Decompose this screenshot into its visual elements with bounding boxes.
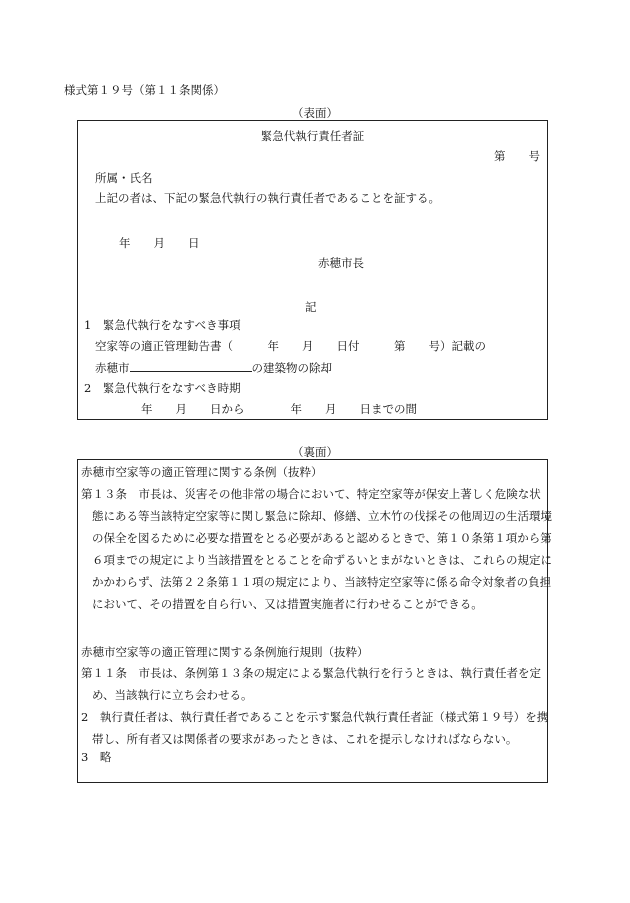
- item2-heading: 2 緊急代執行をなすべき時期: [84, 381, 241, 395]
- form-title: 様式第１９号（第１１条関係）: [64, 83, 225, 97]
- ki-heading: 記: [305, 300, 317, 314]
- back-label: （裏面）: [292, 445, 338, 459]
- item1-line2: [95, 360, 332, 375]
- issuer-name: 赤穂市長: [318, 256, 364, 270]
- item2-period: 年 月 日から 年 月 日までの間: [141, 402, 417, 416]
- certificate-title: 緊急代執行責任者証: [260, 129, 365, 143]
- ordinance-title: 赤穂市空家等の適正管理に関する条例（抜粋）: [81, 465, 323, 479]
- issue-date: 年 月 日: [119, 236, 200, 250]
- certificate-number: 第 号: [494, 149, 540, 163]
- item1-heading: 1 緊急代執行をなすべき事項: [84, 318, 241, 332]
- item1-city-prefix: 赤穂市: [95, 361, 130, 375]
- rules-title: 赤穂市空家等の適正管理に関する条例施行規則（抜粋）: [81, 645, 369, 659]
- front-label: （表面）: [292, 106, 338, 120]
- rules-clause-3: 3 略: [81, 750, 112, 764]
- item1-line1: 空家等の適正管理勧告書（ 年 月 日付 第 号）記載の: [95, 339, 486, 353]
- rules-article-11: 第１１条 市長は、条例第１３条の規定による緊急代執行を行うときは、執行責任者を定め、当該執行に立ち会わせる。: [81, 666, 541, 702]
- item1-city-suffix: の建築物の除却: [251, 361, 332, 375]
- ordinance-article-13: 第１３条 市長は、災害その他非常の場合において、特定空家等が保安上著しく危険な状態にある等当該特定空家等に関し緊急に除却、修繕、立木竹の伐採その他周辺の生活環境の保全を図るために必要な措置をとる必要があると認めるときで、第１０条第１項から第６項までの規定により当該措置をとることを命ずるいとまがないときは、これらの規定にかかわらず、法第２２条第１１項の規定により、当該特定空家等に係る命令対象者の負担において、その措置を自ら行い、又は措置実施者に行わせることができる。: [81, 487, 552, 611]
- rules-clause-2: 2 執行責任者は、執行責任者であることを示す緊急代執行責任者証（様式第１９号）を携帯し、所有者又は関係者の要求があったときは、これを提示しなければならない。: [81, 710, 549, 746]
- affiliation-name-label: 所属・氏名: [95, 171, 153, 185]
- item1-address-blank: [130, 360, 252, 372]
- certification-statement: 上記の者は、下記の緊急代執行の執行責任者であることを証する。: [95, 191, 440, 205]
